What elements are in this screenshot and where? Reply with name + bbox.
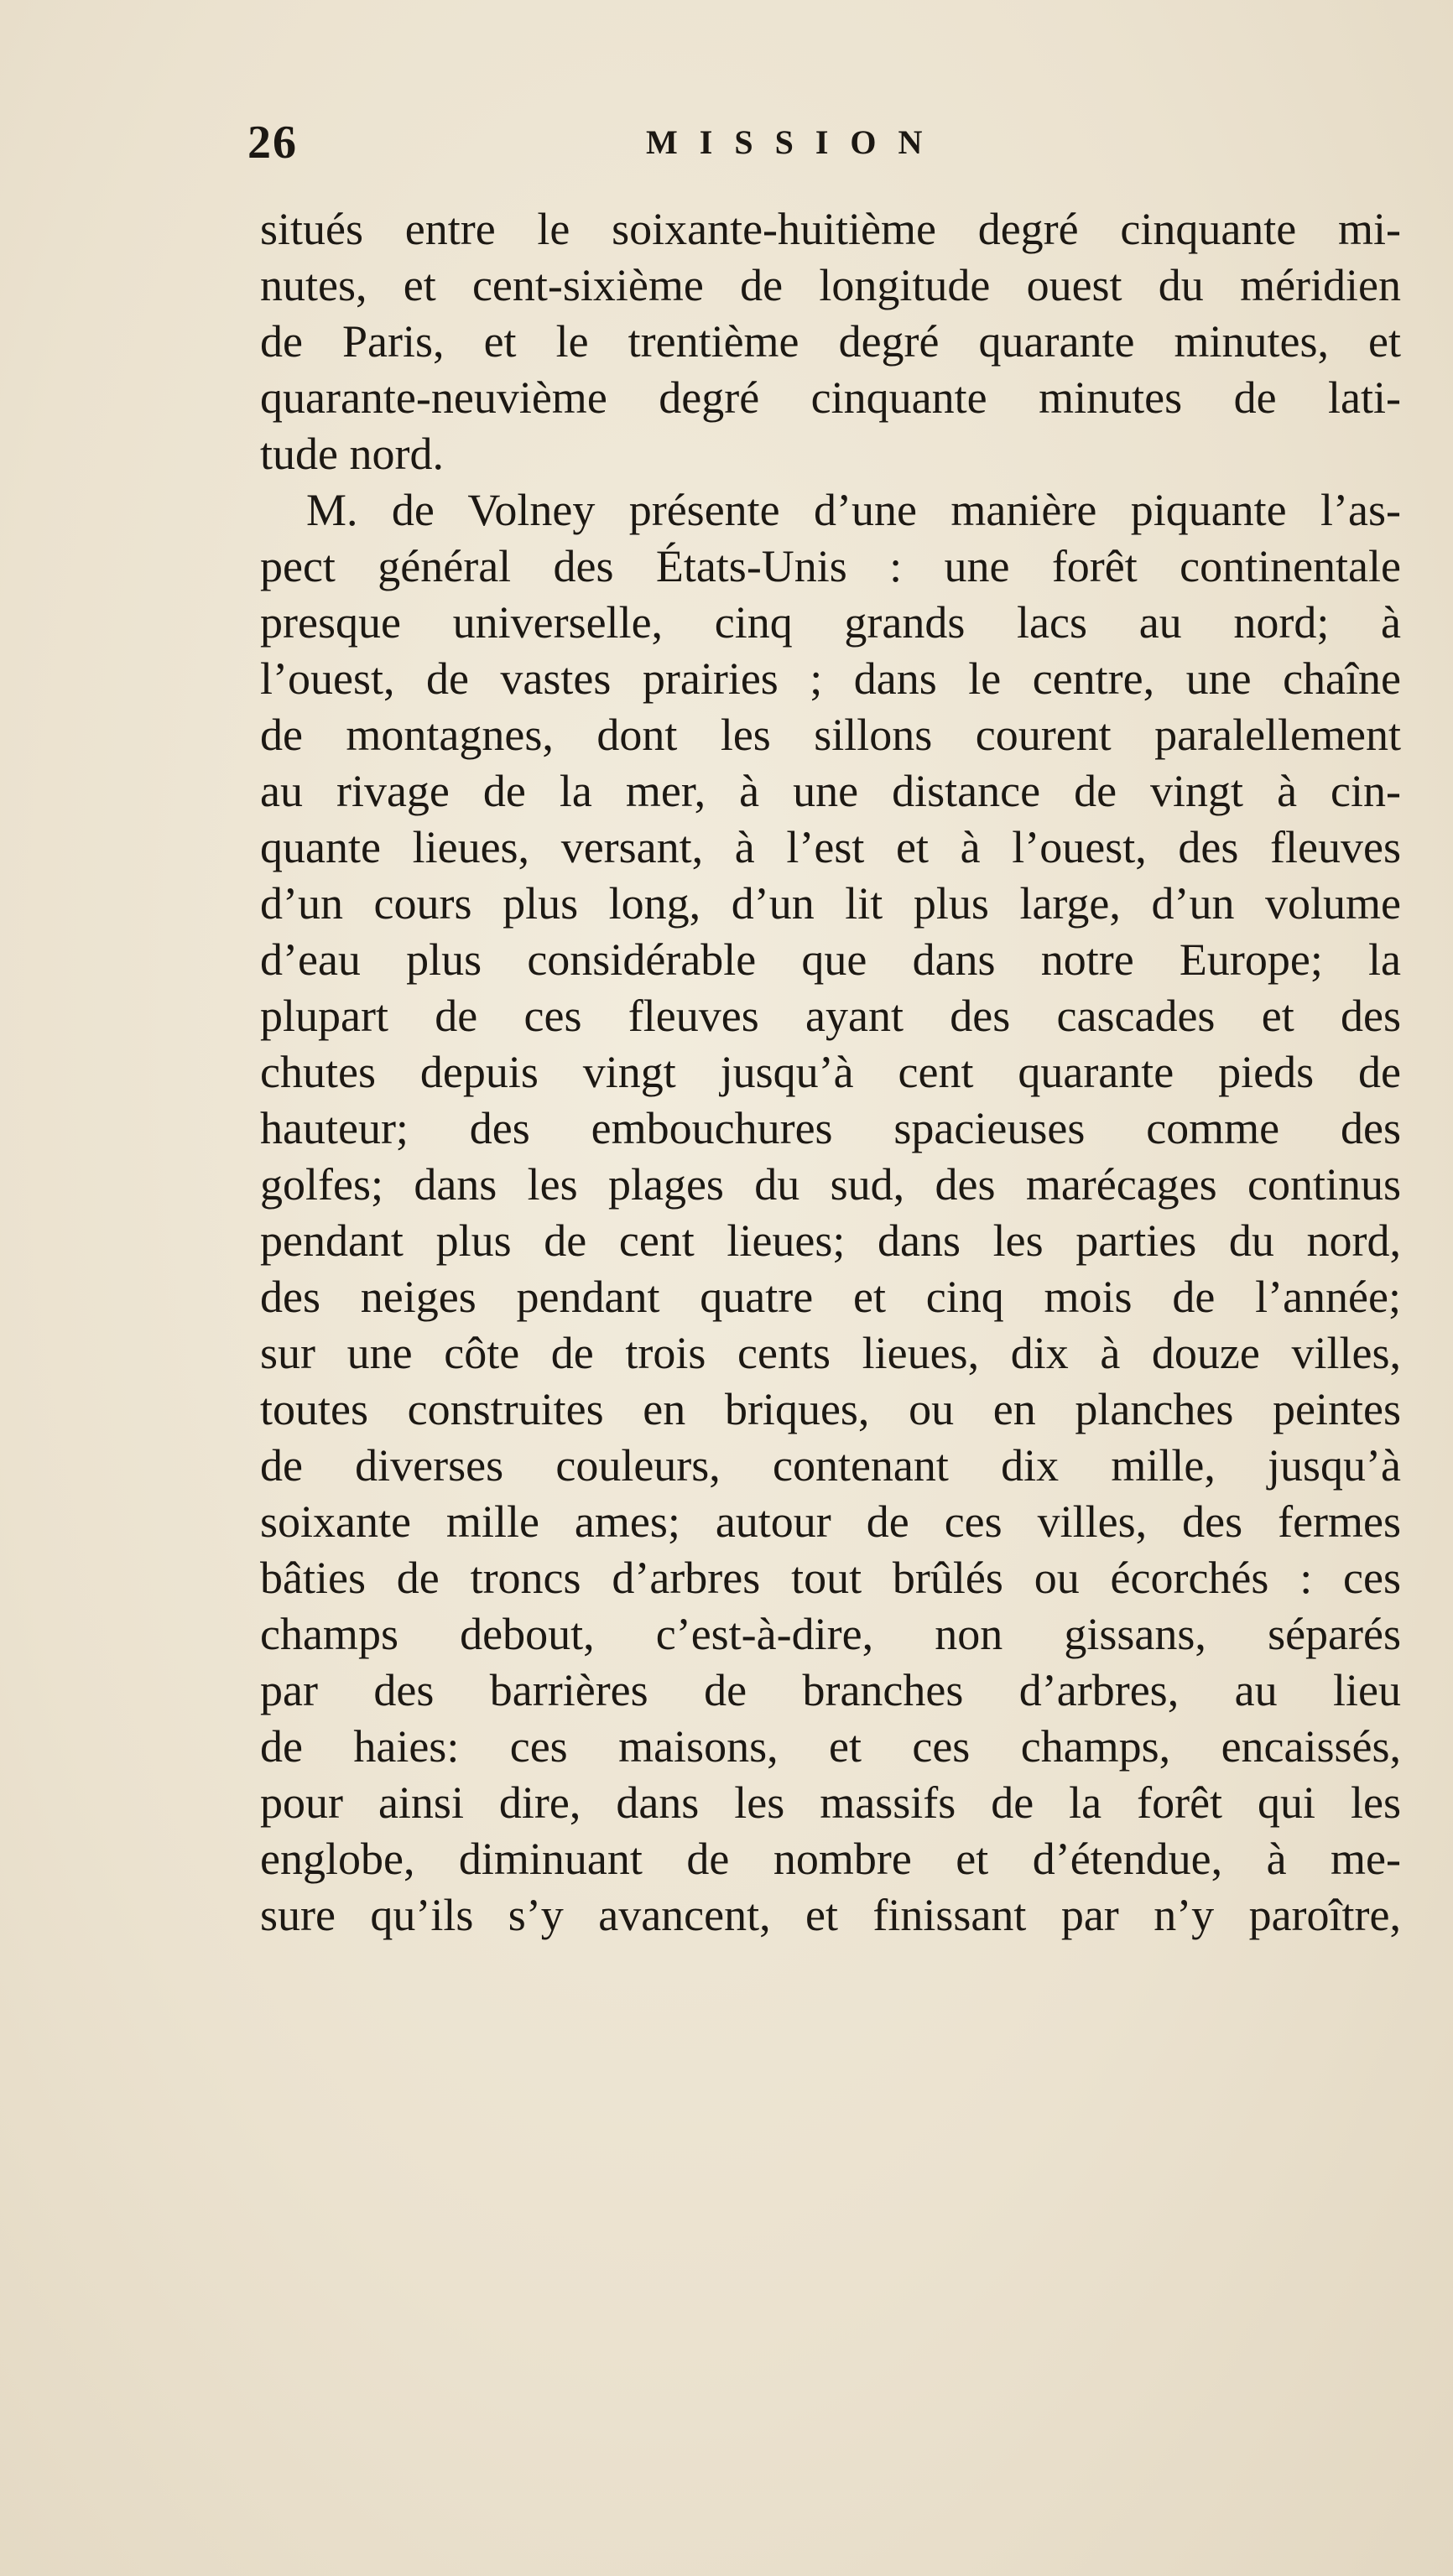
text-line: tude nord. [260,429,444,479]
text-line: pendant plus de cent lieues; dans les parties du nord, [260,1215,1401,1266]
text-line: golfes; dans les plages du sud, des marécages continus [260,1159,1401,1210]
text-line: au rivage de la mer, à une distance de vingt à cin- [260,766,1401,816]
body-text [260,201,1401,1944]
text-line: plupart de ces fleuves ayant des cascades et des [260,991,1401,1041]
page-header [0,109,1453,176]
text-line: soixante mille ames; autour de ces villes, des fermes [260,1496,1401,1547]
text-line: l’ouest, de vastes prairies ; dans le centre, une chaîne [260,653,1401,704]
text-line: des neiges pendant quatre et cinq mois de l’année; [260,1272,1401,1322]
text-line: pect général des États-Unis : une forêt continentale [260,541,1401,591]
running-head: MISSION [646,123,945,161]
text-line: de diverses couleurs, contenant dix mille, jusqu’à [260,1440,1401,1491]
text-line: situés entre le soixante-huitième degré cinquante mi- [260,204,1401,254]
text-line: hauteur; des embouchures spacieuses comme des [260,1103,1401,1153]
text-line: de Paris, et le trentième degré quarante minutes, et [260,316,1401,367]
paragraph-2 [260,482,1401,1944]
text-line: d’eau plus considérable que dans notre Europe; la [260,934,1401,985]
text-line: nutes, et cent-sixième de longitude ouest du méridien [260,260,1401,310]
paragraph-1 [260,201,1401,482]
text-line: M. de Volney présente d’une manière piquante l’as- [306,485,1401,535]
text-line: champs debout, c’est-à-dire, non gissans, séparés [260,1609,1401,1659]
text-line: quante lieues, versant, à l’est et à l’ouest, des fleuves [260,822,1401,872]
page-number: 26 [247,117,298,169]
text-line: de montagnes, dont les sillons courent paralellement [260,710,1401,760]
text-line: pour ainsi dire, dans les massifs de la forêt qui les [260,1777,1401,1828]
text-line: d’un cours plus long, d’un lit plus large, d’un volume [260,878,1401,929]
text-line: englobe, diminuant de nombre et d’étendue, à me- [260,1834,1401,1884]
text-line: bâties de troncs d’arbres tout brûlés ou écorchés : ces [260,1553,1401,1603]
text-line: par des barrières de branches d’arbres, au lieu [260,1665,1401,1715]
text-line: sur une côte de trois cents lieues, dix à douze villes, [260,1328,1401,1378]
text-line: de haies: ces maisons, et ces champs, encaissés, [260,1721,1401,1772]
text-line: sure qu’ils s’y avancent, et finissant par n’y paroître, [260,1890,1401,1940]
text-line: presque universelle, cinq grands lacs au nord; à [260,597,1401,648]
text-line: chutes depuis vingt jusqu’à cent quarante pieds de [260,1047,1401,1097]
text-line: quarante-neuvième degré cinquante minutes de lati- [260,372,1401,423]
text-line: toutes construites en briques, ou en planches peintes [260,1384,1401,1434]
